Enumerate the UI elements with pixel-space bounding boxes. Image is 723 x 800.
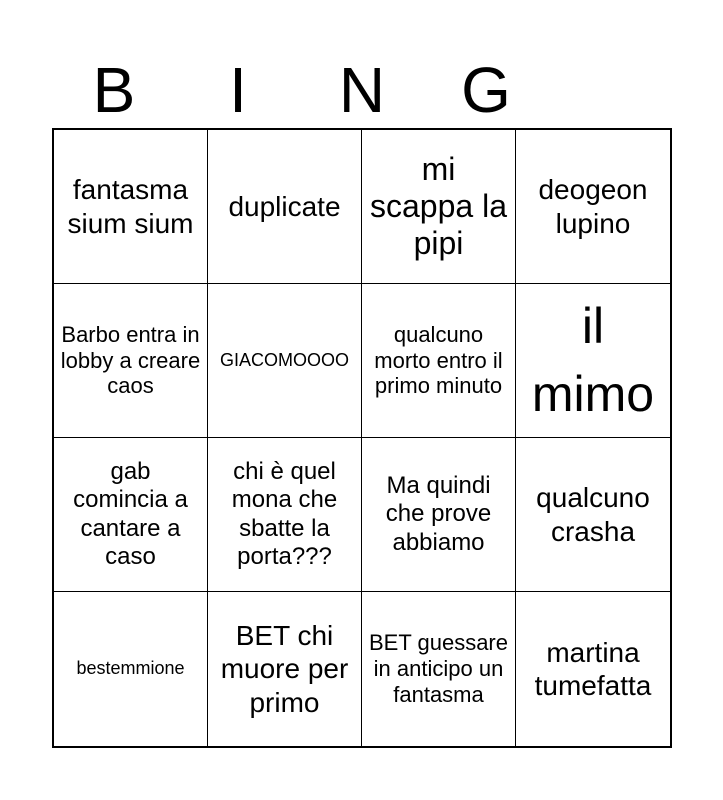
bingo-cell[interactable]: deogeon lupino [516, 130, 670, 284]
header-letter-g: G [461, 54, 511, 126]
bingo-cell[interactable]: GIACOMOOOO [208, 284, 362, 438]
header-letter-i: I [229, 54, 247, 126]
bingo-cell[interactable]: qualcuno morto entro il primo minuto [362, 284, 516, 438]
bingo-cell[interactable]: BET chi muore per primo [208, 592, 362, 746]
bingo-card-grid [52, 128, 672, 748]
bingo-cell[interactable]: mi scappa la pipi [362, 130, 516, 284]
bingo-cell[interactable]: BET guessare in anticipo un fantasma [362, 592, 516, 746]
bingo-header [52, 50, 672, 130]
bingo-cell[interactable]: il mimo [516, 284, 670, 438]
header-letter-b: B [92, 54, 136, 126]
header-letter-n: N [338, 54, 386, 126]
bingo-cell[interactable]: Ma quindi che prove abbiamo [362, 438, 516, 592]
header-letter-o [548, 50, 672, 130]
bingo-cell[interactable]: martina tumefatta [534, 636, 652, 701]
bingo-cell[interactable]: fantasma sium sium [54, 130, 208, 284]
bingo-cell[interactable]: gab comincia a cantare a caso [54, 438, 208, 592]
bingo-cell[interactable]: bestemmione [54, 592, 208, 746]
bingo-cell[interactable]: qualcuno crasha [516, 438, 670, 592]
bingo-cell[interactable]: Barbo entra in lobby a creare caos [54, 284, 208, 438]
bingo-cell[interactable]: chi è quel mona che sbatte la porta??? [208, 438, 362, 592]
bingo-cell[interactable]: duplicate [208, 130, 362, 284]
